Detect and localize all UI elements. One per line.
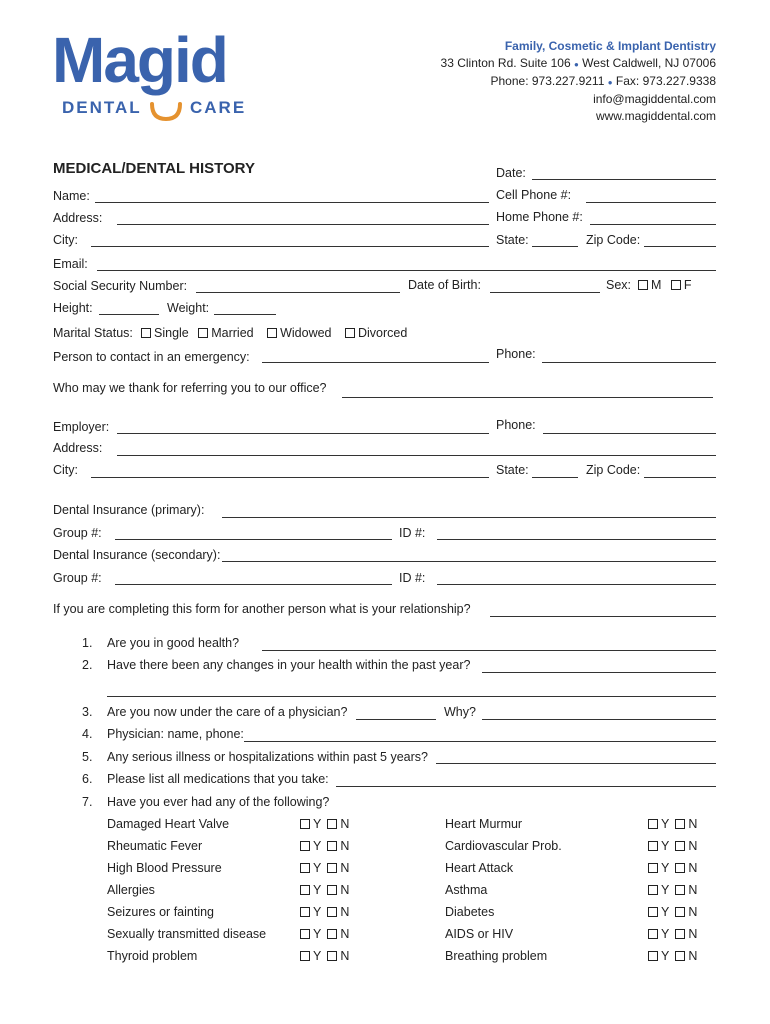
no-label: N: [688, 817, 698, 831]
height-label: Height:: [53, 301, 93, 315]
no-checkbox[interactable]: [675, 907, 685, 917]
no-label: N: [340, 817, 350, 831]
date-field[interactable]: [532, 179, 716, 180]
yes-label: Y: [313, 949, 322, 963]
primary-group-label: Group #:: [53, 526, 102, 540]
yes-label: Y: [313, 905, 322, 919]
secondary-group-field[interactable]: [115, 584, 392, 585]
employer-city-label: City:: [53, 463, 78, 477]
sex-f-checkbox[interactable]: [671, 280, 681, 290]
why-label: Why?: [444, 705, 476, 719]
yes-no-options: [300, 839, 349, 853]
no-label: N: [688, 883, 698, 897]
yes-no-options: [648, 905, 697, 919]
no-label: N: [688, 905, 698, 919]
condition-label: High Blood Pressure: [107, 861, 222, 875]
yes-label: Y: [661, 949, 670, 963]
yes-checkbox[interactable]: [648, 885, 658, 895]
condition-label: Thyroid problem: [107, 949, 198, 963]
condition-label: Diabetes: [445, 905, 495, 919]
question-text: Are you in good health?: [107, 636, 240, 650]
employer-zip-field[interactable]: [644, 477, 716, 478]
no-checkbox[interactable]: [327, 951, 337, 961]
no-checkbox[interactable]: [327, 841, 337, 851]
dob-field[interactable]: [490, 292, 600, 293]
condition-label: Seizures or fainting: [107, 905, 215, 919]
yes-checkbox[interactable]: [648, 841, 658, 851]
email-field[interactable]: [97, 270, 716, 271]
yes-no-options: [648, 817, 697, 831]
weight-label: Weight:: [167, 301, 210, 315]
yes-checkbox[interactable]: [300, 885, 310, 895]
no-checkbox[interactable]: [675, 929, 685, 939]
yes-no-options: [648, 927, 697, 941]
no-checkbox[interactable]: [675, 841, 685, 851]
practice-email[interactable]: info@magiddental.com: [593, 92, 716, 106]
no-label: N: [340, 949, 350, 963]
fax-number: Fax: 973.227.9338: [615, 74, 716, 88]
yes-no-options: [300, 817, 349, 831]
widowed-checkbox[interactable]: [267, 328, 277, 338]
practice-address: [441, 55, 716, 73]
employer-field[interactable]: [117, 433, 489, 434]
yes-label: Y: [313, 839, 322, 853]
answer-field[interactable]: [262, 650, 716, 651]
smile-icon: [149, 102, 183, 122]
yes-label: Y: [661, 927, 670, 941]
condition-label: Heart Attack: [445, 861, 514, 875]
referral-label: Who may we thank for referring you to our office?: [53, 381, 327, 395]
city-label: City:: [53, 233, 78, 247]
employer-zip-label: Zip Code:: [586, 463, 641, 477]
condition-label: Rheumatic Fever: [107, 839, 203, 853]
no-checkbox[interactable]: [675, 951, 685, 961]
emergency-phone-field[interactable]: [542, 362, 716, 363]
relationship-label: If you are completing this form for another person what is your relationship?: [53, 602, 471, 616]
form-title: MEDICAL/DENTAL HISTORY: [53, 160, 255, 177]
no-checkbox[interactable]: [327, 929, 337, 939]
no-label: N: [688, 861, 698, 875]
employer-address-label: Address:: [53, 441, 103, 455]
zip-label: Zip Code:: [586, 233, 641, 247]
answer-field[interactable]: [482, 672, 716, 673]
employer-phone-label: Phone:: [496, 418, 536, 432]
bullet-icon: ●: [573, 60, 579, 69]
primary-id-field[interactable]: [437, 539, 716, 540]
name-field[interactable]: [95, 202, 489, 203]
yes-checkbox[interactable]: [648, 951, 658, 961]
yes-no-options: [300, 905, 349, 919]
ssn-field[interactable]: [196, 292, 400, 293]
question-number: 5.: [82, 750, 93, 764]
employer-state-label: State:: [496, 463, 529, 477]
question-text: Have there been any changes in your health within the past year?: [107, 658, 471, 672]
answer-field[interactable]: [336, 786, 716, 787]
employer-city-field[interactable]: [91, 477, 489, 478]
yes-label: Y: [661, 905, 670, 919]
yes-checkbox[interactable]: [300, 819, 310, 829]
marital-status-label: Marital Status:: [53, 326, 133, 340]
answer-field[interactable]: [356, 719, 436, 720]
yes-label: Y: [661, 817, 670, 831]
no-checkbox[interactable]: [675, 863, 685, 873]
yes-checkbox[interactable]: [300, 951, 310, 961]
bullet-icon: ●: [607, 78, 613, 87]
no-checkbox[interactable]: [327, 863, 337, 873]
phone-number: Phone: 973.227.9211: [490, 74, 605, 88]
yes-checkbox[interactable]: [300, 929, 310, 939]
no-checkbox[interactable]: [327, 907, 337, 917]
divorced-label: Divorced: [358, 326, 408, 340]
secondary-insurance-label: Dental Insurance (secondary):: [53, 548, 221, 562]
employer-state-field[interactable]: [532, 477, 578, 478]
secondary-insurance-field[interactable]: [222, 561, 716, 562]
relationship-field[interactable]: [490, 616, 716, 617]
emergency-phone-label: Phone:: [496, 347, 536, 361]
married-checkbox[interactable]: [198, 328, 208, 338]
divorced-checkbox[interactable]: [345, 328, 355, 338]
question-number: 2.: [82, 658, 93, 672]
practice-website[interactable]: www.magiddental.com: [595, 109, 716, 123]
state-label: State:: [496, 233, 529, 247]
no-label: N: [688, 839, 698, 853]
yes-checkbox[interactable]: [300, 863, 310, 873]
ssn-label: Social Security Number:: [53, 279, 188, 293]
no-label: N: [340, 883, 350, 897]
no-label: N: [340, 839, 350, 853]
name-label: Name:: [53, 189, 90, 203]
condition-label: Asthma: [445, 883, 488, 897]
secondary-id-field[interactable]: [437, 584, 716, 585]
condition-label: Damaged Heart Valve: [107, 817, 230, 831]
sex-m-label: M: [651, 278, 662, 292]
address-label: Address:: [53, 211, 103, 225]
practice-logo: [52, 24, 257, 125]
yes-label: Y: [313, 861, 322, 875]
yes-label: Y: [661, 883, 670, 897]
referral-field[interactable]: [342, 397, 713, 398]
yes-label: Y: [313, 927, 322, 941]
yes-no-options: [300, 949, 349, 963]
question-text: Please list all medications that you take:: [107, 772, 329, 786]
yes-no-options: [300, 883, 349, 897]
practice-phone: [441, 73, 716, 91]
yes-checkbox[interactable]: [648, 929, 658, 939]
practice-tagline: Family, Cosmetic & Implant Dentistry: [504, 39, 716, 53]
logo-care: CARE: [190, 98, 247, 117]
single-checkbox[interactable]: [141, 328, 151, 338]
yes-no-options: [300, 861, 349, 875]
logo-wordmark: Magid: [52, 24, 227, 96]
state-field[interactable]: [532, 246, 578, 247]
question-number: 7.: [82, 795, 93, 809]
answer-field[interactable]: [436, 763, 716, 764]
yes-no-options: [300, 927, 349, 941]
address-line: 33 Clinton Rd. Suite 106: [440, 56, 571, 70]
emergency-contact-label: Person to contact in an emergency:: [53, 350, 250, 364]
no-label: N: [340, 861, 350, 875]
zip-field[interactable]: [644, 246, 716, 247]
condition-label: Cardiovascular Prob.: [445, 839, 562, 853]
answer-field[interactable]: [107, 696, 716, 697]
single-label: Single: [154, 326, 189, 340]
condition-label: AIDS or HIV: [445, 927, 514, 941]
weight-field[interactable]: [214, 314, 276, 315]
secondary-id-label: ID #:: [399, 571, 426, 585]
secondary-group-label: Group #:: [53, 571, 102, 585]
yes-no-options: [648, 839, 697, 853]
primary-group-field[interactable]: [115, 539, 392, 540]
yes-checkbox[interactable]: [648, 863, 658, 873]
date-label: Date:: [496, 166, 526, 180]
no-label: N: [688, 949, 698, 963]
yes-checkbox[interactable]: [300, 841, 310, 851]
yes-label: Y: [313, 817, 322, 831]
no-checkbox[interactable]: [675, 819, 685, 829]
question-number: 1.: [82, 636, 93, 650]
no-label: N: [340, 905, 350, 919]
yes-checkbox[interactable]: [648, 907, 658, 917]
home-phone-label: Home Phone #:: [496, 210, 583, 224]
question-text: Any serious illness or hospitalizations within past 5 years?: [107, 750, 428, 764]
question-text: Physician: name, phone:: [107, 727, 244, 741]
sex-f-label: F: [683, 278, 692, 292]
yes-checkbox[interactable]: [648, 819, 658, 829]
why-field[interactable]: [482, 719, 716, 720]
employer-address-field[interactable]: [117, 455, 716, 456]
employer-label: Employer:: [53, 420, 110, 434]
height-field[interactable]: [99, 314, 159, 315]
question-number: 3.: [82, 705, 93, 719]
question-number: 6.: [82, 772, 93, 786]
address-city: West Caldwell, NJ 07006: [582, 56, 716, 70]
yes-checkbox[interactable]: [300, 907, 310, 917]
logo-dental: DENTAL: [62, 98, 142, 117]
sex-options: [638, 278, 692, 292]
address-field[interactable]: [117, 224, 489, 225]
condition-label: Allergies: [107, 883, 155, 897]
yes-no-options: [648, 949, 697, 963]
answer-field[interactable]: [244, 741, 716, 742]
no-label: N: [688, 927, 698, 941]
yes-no-options: [648, 883, 697, 897]
yes-label: Y: [313, 883, 322, 897]
sex-m-checkbox[interactable]: [638, 280, 648, 290]
home-phone-field[interactable]: [590, 224, 716, 225]
question-text: Are you now under the care of a physician?: [107, 705, 348, 719]
question-text: Have you ever had any of the following?: [107, 795, 330, 809]
condition-label: Sexually transmitted disease: [107, 927, 267, 941]
cell-phone-field[interactable]: [586, 202, 716, 203]
married-label: Married: [211, 326, 254, 340]
condition-label: Breathing problem: [445, 949, 548, 963]
widowed-label: Widowed: [280, 326, 332, 340]
no-checkbox[interactable]: [675, 885, 685, 895]
yes-label: Y: [661, 861, 670, 875]
employer-phone-field[interactable]: [543, 433, 716, 434]
condition-label: Heart Murmur: [445, 817, 523, 831]
sex-label: Sex:: [606, 278, 632, 292]
dob-label: Date of Birth:: [408, 278, 481, 292]
no-checkbox[interactable]: [327, 885, 337, 895]
marital-options: [141, 326, 407, 340]
practice-contact: [441, 38, 716, 125]
yes-no-options: [648, 861, 697, 875]
no-checkbox[interactable]: [327, 819, 337, 829]
no-label: N: [340, 927, 350, 941]
primary-insurance-label: Dental Insurance (primary):: [53, 503, 205, 517]
primary-insurance-field[interactable]: [222, 517, 716, 518]
email-label: Email:: [53, 257, 88, 271]
primary-id-label: ID #:: [399, 526, 426, 540]
emergency-contact-field[interactable]: [262, 362, 489, 363]
yes-label: Y: [661, 839, 670, 853]
question-number: 4.: [82, 727, 93, 741]
cell-phone-label: Cell Phone #:: [496, 188, 572, 202]
city-field[interactable]: [91, 246, 489, 247]
